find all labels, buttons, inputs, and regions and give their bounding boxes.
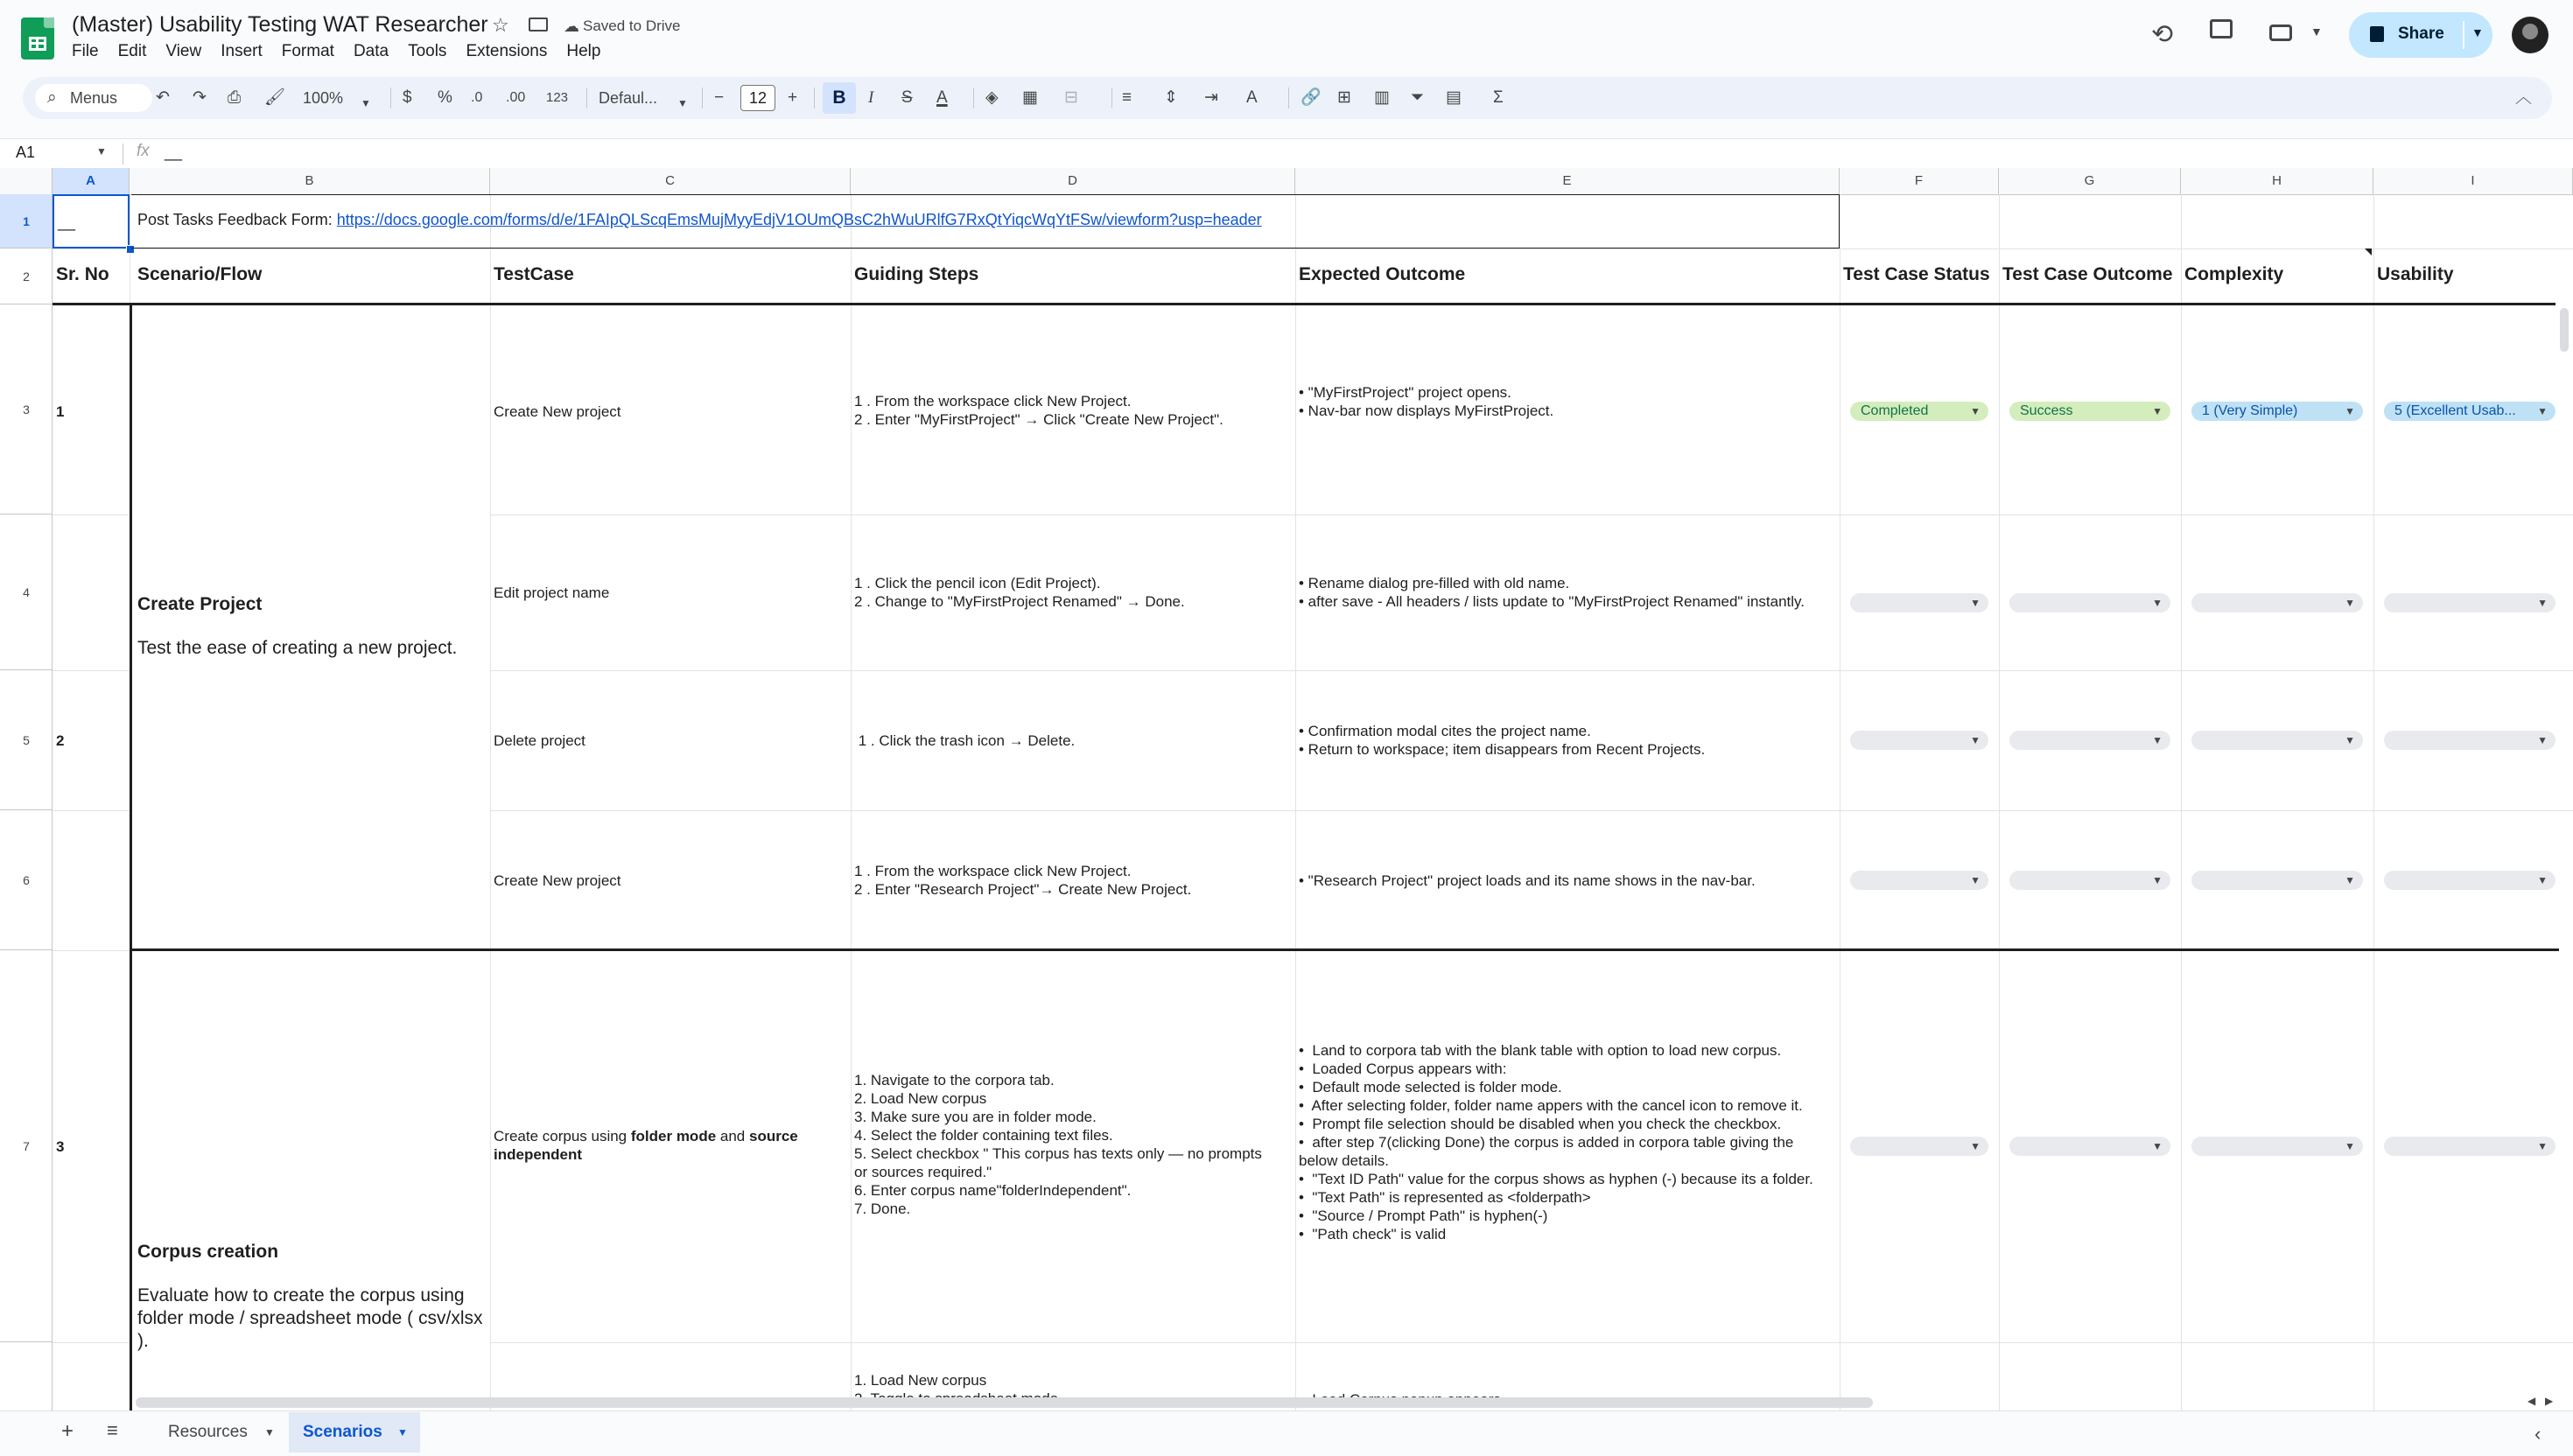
cell-guiding-steps[interactable]: 1 . From the workspace click New Project. 2 . Enter "MyFirstProject" → Click "Create New Project".	[854, 393, 1223, 428]
chevron-down-icon: ▼	[2345, 1140, 2355, 1152]
header-expected-outcome[interactable]: Expected Outcome	[1299, 264, 1466, 284]
thick-border	[130, 304, 132, 1410]
column-header-a[interactable]: A	[53, 168, 130, 194]
testcase-bold: folder mode	[630, 1128, 717, 1144]
note-indicator	[2365, 248, 2372, 256]
outcome-chip[interactable]	[2009, 402, 2170, 421]
outcome-dropdown[interactable]	[2009, 1137, 2170, 1156]
cell-sr-no[interactable]: 2	[56, 732, 65, 749]
horizontal-scrollbar[interactable]	[136, 1397, 1873, 1408]
menu-extensions[interactable]: Extensions	[466, 42, 548, 60]
testcase-bold: source independent	[494, 1128, 798, 1163]
row-header-2[interactable]: 2	[0, 248, 53, 304]
paint-format-icon[interactable]: 🖌	[264, 88, 286, 107]
bold-button[interactable]: B	[823, 82, 856, 114]
cell-testcase[interactable]: Create New project	[494, 872, 621, 889]
row-header-8[interactable]	[0, 1342, 53, 1410]
cell-expected-outcome[interactable]: • "MyFirstProject" project opens. • Nav-bar now displays MyFirstProject.	[1299, 384, 1554, 419]
column-header-d[interactable]: D	[851, 168, 1295, 194]
header-test-case-status[interactable]: Test Case Status	[1843, 264, 1990, 284]
gridline	[53, 248, 2573, 249]
scenario-title[interactable]: Create Project	[137, 594, 263, 614]
spreadsheet-grid[interactable]	[0, 168, 2573, 1410]
cell-expected-outcome[interactable]: • "Research Project" project loads and its name shows in the nav-bar.	[1299, 872, 1756, 889]
gridline	[490, 670, 2573, 671]
scenario-title[interactable]: Corpus creation	[137, 1242, 279, 1262]
cloud-saved-icon: ☁	[564, 18, 579, 35]
column-header-f[interactable]: F	[1840, 168, 1999, 194]
merge-cells-icon[interactable]: ⊟	[1064, 88, 1078, 107]
usability-dropdown[interactable]	[2384, 593, 2555, 612]
search-icon: ⌕	[47, 88, 57, 107]
gridline	[490, 1342, 2573, 1343]
menu-help[interactable]: Help	[566, 42, 601, 60]
column-header-g[interactable]: G	[1999, 168, 2181, 194]
header-sr-no[interactable]: Sr. No	[56, 264, 109, 284]
status-dropdown[interactable]	[1850, 731, 1988, 750]
menus-search-label: Menus	[70, 89, 118, 107]
strikethrough-icon[interactable]: S	[901, 88, 913, 107]
header-scenario-flow[interactable]: Scenario/Flow	[137, 264, 263, 284]
cell-expected-outcome[interactable]: • Rename dialog pre-filled with old name. • after save - All headers / lists update to "MyFirstProject Renamed" instantly.	[1299, 575, 1805, 610]
status-dropdown[interactable]	[1850, 1137, 1988, 1156]
vertical-align-icon[interactable]: ⇕	[1164, 88, 1178, 107]
move-folder-icon[interactable]	[529, 18, 548, 32]
insert-link-icon[interactable]: 🔗	[1301, 88, 1322, 107]
saved-status: Saved to Drive	[583, 18, 681, 34]
increase-decimal-button[interactable]: .00	[506, 90, 526, 105]
toolbar	[23, 77, 2552, 119]
scenario-description[interactable]: Evaluate how to create the corpus using folder mode / spreadsheet mode ( csv/xlsx ).	[137, 1285, 483, 1351]
column-header-b[interactable]: B	[130, 168, 490, 194]
row-header-5[interactable]: 5	[0, 670, 53, 810]
font-size-decrease-icon[interactable]: −	[714, 88, 725, 107]
scroll-left-icon[interactable]: ◀	[2527, 1395, 2536, 1407]
complexity-value: 1 (Very Simple)	[2202, 403, 2298, 418]
usability-dropdown[interactable]	[2384, 1137, 2555, 1156]
complexity-chip[interactable]	[2191, 402, 2363, 421]
menus-search[interactable]	[35, 84, 152, 112]
chevron-down-icon: ▼	[2345, 597, 2355, 609]
usability-value: 5 (Excellent Usab...	[2394, 403, 2516, 418]
sheet-menu-icon[interactable]: ▼	[264, 1426, 275, 1438]
header-guiding-steps[interactable]: Guiding Steps	[854, 264, 979, 284]
testcase-text: Create corpus using	[494, 1128, 631, 1144]
version-history-icon[interactable]: ⟲	[2151, 20, 2174, 49]
status-dropdown[interactable]	[1850, 871, 1988, 890]
gridline	[53, 670, 130, 671]
print-icon[interactable]: ⎙	[228, 88, 242, 107]
gridline	[1999, 194, 2000, 1410]
cell-testcase[interactable]	[494, 1127, 844, 1164]
menu-view[interactable]: View	[165, 42, 202, 60]
text-wrapping-icon[interactable]: ⇥	[1204, 88, 1218, 107]
menu-file[interactable]: File	[72, 42, 99, 60]
cell-guiding-steps[interactable]: 1 . Click the trash icon → Delete.	[854, 732, 1076, 749]
row-header-4[interactable]: 4	[0, 514, 53, 670]
gridline	[851, 194, 852, 1410]
font-family-select[interactable]: Defaul...	[599, 89, 658, 107]
percent-format-button[interactable]: %	[438, 88, 452, 107]
chevron-down-icon: ▼	[1970, 405, 1981, 417]
all-sheets-icon[interactable]: ≡	[107, 1419, 118, 1441]
menu-tools[interactable]: Tools	[408, 42, 447, 60]
chevron-down-icon: ▼	[2345, 874, 2355, 886]
usability-dropdown[interactable]	[2384, 871, 2555, 890]
chevron-down-icon: ▼	[1970, 1140, 1981, 1152]
insert-chart-icon[interactable]: ▥	[1374, 88, 1390, 107]
status-chip[interactable]	[1850, 402, 1988, 421]
cell-guiding-steps[interactable]: 1. Navigate to the corpora tab. 2. Load New corpus 3. Make sure you are in folder mode. 4. Select the folder containing text files. 5. Select checkbox " This corpus has texts only — no prompts or sources required." 6. Enter corpus name"folderIndependent". 7. Done.	[854, 1072, 1262, 1217]
header-testcase[interactable]: TestCase	[494, 264, 574, 284]
share-label: Share	[2398, 24, 2444, 43]
usability-dropdown[interactable]	[2384, 731, 2555, 750]
star-icon[interactable]: ☆	[492, 14, 509, 36]
chevron-down-icon: ▼	[2345, 734, 2355, 746]
menu-insert[interactable]: Insert	[221, 42, 263, 60]
menu-bar	[72, 42, 620, 61]
gridline	[53, 1342, 130, 1343]
outcome-dropdown[interactable]	[2009, 593, 2170, 612]
gridline	[53, 950, 130, 951]
more-formats-button[interactable]: 123	[546, 90, 569, 105]
lock-icon	[2370, 26, 2384, 42]
cell-guiding-steps[interactable]: 1 . From the workspace click New Project. 2 . Enter "Research Project"→ Create New Project.	[854, 863, 1192, 898]
separator	[390, 88, 391, 108]
sheet-tab-scenarios[interactable]: Scenarios	[303, 1423, 382, 1441]
zoom-select[interactable]: 100%	[303, 89, 344, 107]
cell-sr-no[interactable]: 1	[56, 403, 65, 420]
testcase-text: and	[716, 1128, 749, 1144]
row-header-1[interactable]: 1	[0, 194, 53, 248]
undo-icon[interactable]: ↶	[156, 88, 170, 107]
separator	[1111, 88, 1112, 108]
filter-icon[interactable]: ⏷	[1411, 88, 1425, 107]
complexity-dropdown[interactable]	[2191, 871, 2363, 890]
scenario-description[interactable]: Test the ease of creating a new project.	[137, 638, 458, 658]
column-headers	[0, 168, 2573, 195]
feedback-form-link[interactable]: https://docs.google.com/forms/d/e/1FAIpQLScqEmsMujMyyEdjV1OUmQBsC2hWuURlfG7RxQtYiqcWqYtFSw/viewform?usp=header	[336, 211, 1262, 228]
gridline	[1295, 194, 1296, 1410]
collapse-toolbar-icon[interactable]: ︿	[2515, 88, 2533, 107]
italic-button[interactable]: I	[868, 88, 874, 107]
font-caret-icon[interactable]: ▼	[677, 97, 688, 109]
meet-icon[interactable]	[2269, 24, 2292, 41]
column-header-i[interactable]: I	[2373, 168, 2573, 194]
formula-bar	[0, 138, 2573, 170]
chevron-down-icon: ▼	[2345, 405, 2355, 417]
outcome-dropdown[interactable]	[2009, 731, 2170, 750]
chevron-down-icon: ▼	[2152, 1140, 2163, 1152]
zoom-caret-icon[interactable]: ▼	[361, 97, 371, 109]
chevron-down-icon: ▼	[2537, 734, 2548, 746]
column-header-e[interactable]: E	[1295, 168, 1840, 194]
cell-expected-outcome[interactable]: • Land to corpora tab with the blank table with option to load new corpus. • Loaded Corpus appears with: • Default mode selected is folder mode. • After selecting folder, folder name appers with the cancel icon to remove it. • Prompt file selection should be disabled when you check the checkbox. • after step 7(clicking Done) the corpus is added in corpora table giving the below details. • "Text ID Path" value for the corpus shows as hyphen (-) because its a folder. • "Text Path" is represented as <folderpath> • "Source / Prompt Path" is hyphen(-) • "Path check" is valid	[1299, 1042, 1813, 1242]
gridline	[490, 810, 2573, 811]
feedback-form-label: Post Tasks Feedback Form:	[137, 211, 337, 228]
cell-sr-no[interactable]: 3	[56, 1138, 65, 1155]
decrease-decimal-button[interactable]: .0	[471, 90, 483, 105]
cell-testcase[interactable]: Create New project	[494, 403, 621, 420]
collapse-panel-icon[interactable]: ‹	[2534, 1423, 2541, 1445]
menu-format[interactable]: Format	[281, 42, 334, 60]
thick-border	[131, 948, 2559, 951]
share-divider	[2463, 21, 2464, 49]
chevron-down-icon: ▼	[2537, 597, 2548, 609]
currency-format-button[interactable]: $	[403, 88, 412, 107]
chevron-down-icon: ▼	[2152, 874, 2163, 886]
thick-border	[53, 303, 2555, 305]
chevron-down-icon: ▼	[2152, 597, 2163, 609]
cell-testcase[interactable]: Edit project name	[494, 584, 610, 601]
status-value: Completed	[1861, 403, 1929, 418]
usability-chip[interactable]	[2384, 402, 2555, 421]
separator	[814, 88, 815, 108]
horizontal-align-icon[interactable]: ≡	[1122, 88, 1132, 107]
text-rotation-icon[interactable]: A	[1246, 88, 1258, 107]
status-dropdown[interactable]	[1850, 593, 1988, 612]
cell-a1[interactable]: __	[58, 214, 76, 231]
column-header-h[interactable]: H	[2181, 168, 2373, 194]
outcome-value: Success	[2020, 403, 2073, 418]
cell-guiding-steps[interactable]: 1 . Click the pencil icon (Edit Project). 2 . Change to "MyFirstProject Renamed" → Done.	[854, 575, 1185, 610]
header-usability[interactable]: Usability	[2377, 264, 2454, 284]
chevron-down-icon: ▼	[1970, 597, 1981, 609]
filter-views-icon[interactable]: ▤	[1446, 88, 1462, 107]
font-size-increase-icon[interactable]: +	[788, 88, 798, 107]
gridline	[53, 810, 130, 811]
insert-comment-icon[interactable]: ⊞	[1337, 88, 1351, 107]
separator	[586, 88, 587, 108]
outcome-dropdown[interactable]	[2009, 871, 2170, 890]
chevron-down-icon: ▼	[2537, 405, 2548, 417]
font-size-input[interactable]: 12	[740, 85, 775, 111]
chevron-down-icon[interactable]: ▼	[2310, 24, 2323, 38]
header-complexity[interactable]: Complexity	[2184, 264, 2284, 284]
vertical-scrollbar[interactable]	[2560, 308, 2569, 352]
document-title[interactable]: (Master) Usability Testing WAT Researcher	[72, 12, 488, 37]
fill-color-icon[interactable]: ◈	[985, 88, 999, 107]
header-test-case-outcome[interactable]: Test Case Outcome	[2002, 264, 2173, 284]
scroll-right-icon[interactable]: ▶	[2545, 1395, 2554, 1407]
redo-icon[interactable]: ↷	[193, 88, 207, 107]
complexity-dropdown[interactable]	[2191, 731, 2363, 750]
row-header-6[interactable]: 6	[0, 810, 53, 950]
chevron-down-icon: ▼	[2537, 874, 2548, 886]
chevron-down-icon: ▼	[2152, 734, 2163, 746]
column-header-c[interactable]: C	[490, 168, 851, 194]
feedback-form-cell[interactable]	[137, 211, 1262, 229]
name-box-caret-icon[interactable]: ▼	[96, 145, 107, 158]
select-all-corner[interactable]	[0, 168, 53, 194]
chevron-down-icon: ▼	[1970, 874, 1981, 886]
complexity-dropdown[interactable]	[2191, 1137, 2363, 1156]
borders-icon[interactable]: ▦	[1022, 88, 1038, 107]
text-color-icon[interactable]: A	[936, 88, 948, 107]
gridline	[490, 194, 491, 1410]
sheets-logo-icon[interactable]	[21, 18, 54, 60]
add-sheet-icon[interactable]: +	[61, 1419, 74, 1443]
complexity-dropdown[interactable]	[2191, 593, 2363, 612]
row-header-7[interactable]: 7	[0, 950, 53, 1342]
sheet-menu-icon[interactable]: ▼	[397, 1426, 408, 1438]
comment-icon[interactable]	[2210, 19, 2233, 38]
avatar[interactable]	[2512, 17, 2548, 53]
cell-guiding-steps[interactable]: 1. Load New corpus	[854, 1372, 987, 1389]
fx-icon: fx	[137, 142, 150, 160]
share-button[interactable]	[2349, 12, 2492, 58]
row-header-3[interactable]: 3	[0, 304, 53, 514]
cell-testcase[interactable]: Delete project	[494, 732, 585, 749]
gridline	[490, 514, 2573, 515]
chevron-down-icon: ▼	[2537, 1140, 2548, 1152]
chevron-down-icon: ▼	[1970, 734, 1981, 746]
menu-edit[interactable]: Edit	[117, 42, 147, 60]
separator	[1288, 88, 1289, 108]
menu-data[interactable]: Data	[353, 42, 389, 60]
share-options-icon[interactable]: ▼	[2471, 25, 2484, 39]
chevron-down-icon: ▼	[2152, 405, 2163, 417]
sheet-tab-resources[interactable]: Resources	[168, 1423, 248, 1441]
name-box[interactable]: A1	[16, 144, 36, 161]
gridline	[53, 514, 130, 515]
separator	[973, 88, 974, 108]
separator	[702, 88, 703, 108]
gridline	[2181, 194, 2182, 1410]
functions-icon[interactable]: Σ	[1493, 88, 1504, 107]
gridline	[2373, 194, 2374, 1410]
formula-input[interactable]: __	[165, 144, 183, 161]
cell-expected-outcome[interactable]: • Confirmation modal cites the project name. • Return to workspace; item disappears from Recent Projects.	[1299, 723, 1706, 758]
